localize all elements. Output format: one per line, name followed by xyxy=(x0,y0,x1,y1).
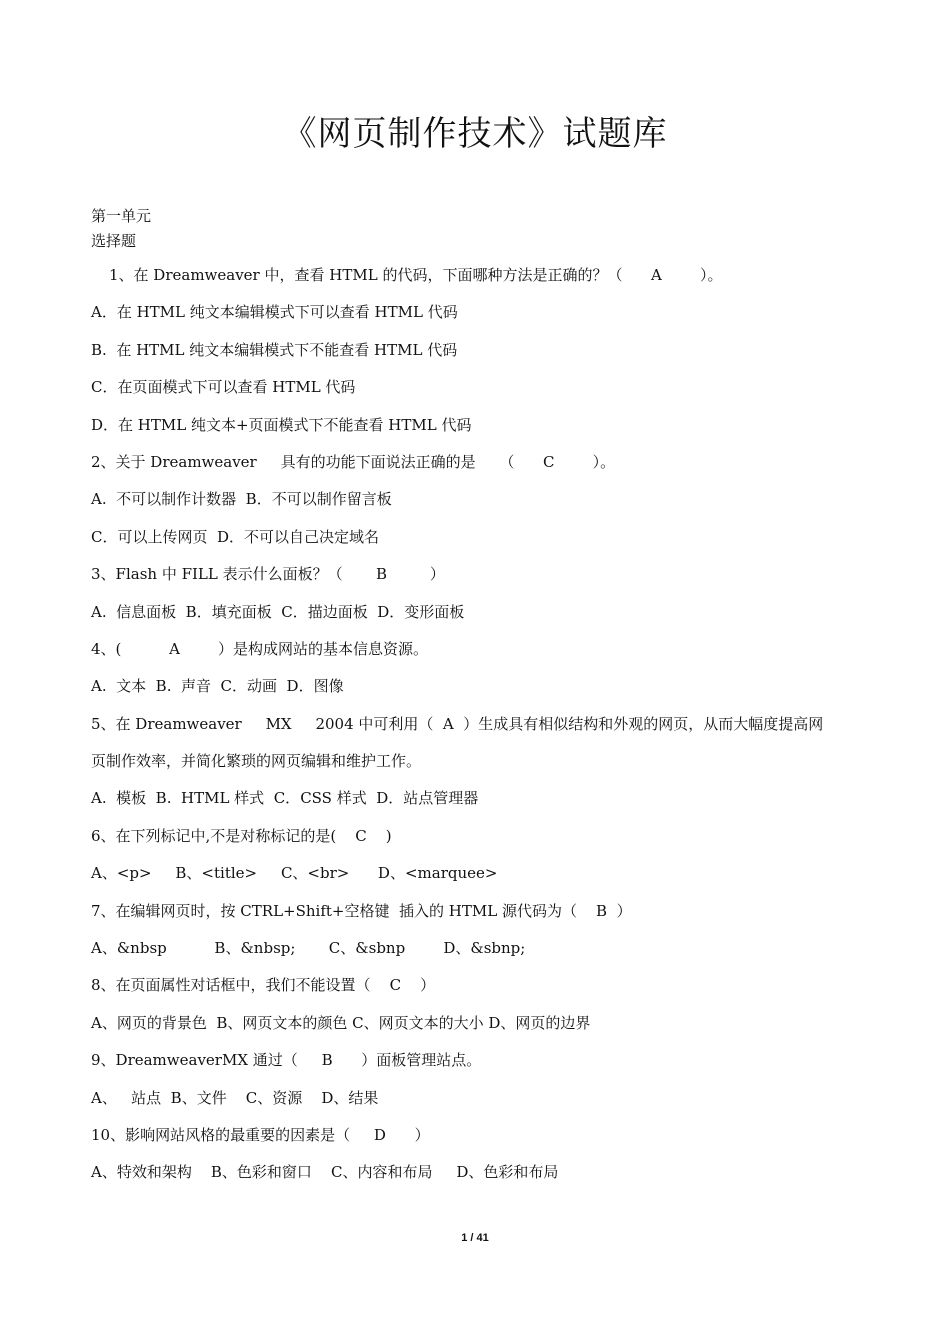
text-line: 10、影响网站风格的最重要的因素是（ D ） xyxy=(91,1125,430,1144)
text-line: A．在 HTML 纯文本编辑模式下可以查看 HTML 代码 xyxy=(91,303,458,322)
text-line: A、特效和架构 B、色彩和窗口 C、内容和布局 D、色彩和布局 xyxy=(91,1163,559,1182)
text-line: A. 文本 B. 声音 C．动画 D．图像 xyxy=(91,677,344,696)
text-line: A. 模板 B. HTML 样式 C．CSS 样式 D．站点管理器 xyxy=(91,789,479,808)
text-line: B. 在 HTML 纯文本编辑模式下不能查看 HTML 代码 xyxy=(91,340,458,359)
text-line: D．在 HTML 纯文本+页面模式下不能查看 HTML 代码 xyxy=(91,415,472,434)
text-line: A、网页的背景色 B、网页文本的颜色 C、网页文本的大小 D、网页的边界 xyxy=(91,1013,591,1032)
text-line: 1、在 Dreamweaver 中，查看 HTML 的代码，下面哪种方法是正确的？（ A ）。 xyxy=(109,266,723,284)
text-line: 4、( A ）是构成网站的基本信息资源。 xyxy=(91,639,429,658)
text-line: 5、在 Dreamweaver MX 2004 中可利用（ A ）生成具有相似结构和外观的网页，从而大幅度提高网 xyxy=(91,714,824,733)
page-number: 1 / 41 xyxy=(461,1232,489,1244)
text-line: 3、Flash 中 FILL 表示什么面板？（ B ） xyxy=(91,565,445,584)
document-title: 《网页制作技术》试题库 xyxy=(282,114,668,154)
text-line: C．在页面模式下可以查看 HTML 代码 xyxy=(91,378,356,397)
text-line: A、<p> B、<title> C、<br> D、<marquee> xyxy=(91,864,498,883)
text-line: A. 不可以制作计数器 B．不可以制作留言板 xyxy=(91,490,392,509)
text-line: 9、DreamweaverMX 通过（ B ）面板管理站点。 xyxy=(91,1051,482,1070)
unit-heading: 第一单元 xyxy=(91,207,152,225)
text-line: A. 信息面板 B．填充面板 C．描边面板 D．变形面板 xyxy=(91,602,465,621)
text-line: C．可以上传网页 D．不可以自己决定域名 xyxy=(91,527,380,546)
text-line: A、 站点 B、文件 C、资源 D、结果 xyxy=(91,1088,379,1107)
text-line: A、&nbsp B、&nbsp; C、&sbnp D、&sbnp; xyxy=(91,939,526,958)
text-line: 2、关于 Dreamweaver 具有的功能下面说法正确的是 （ C ）。 xyxy=(91,452,616,471)
question-list xyxy=(91,263,871,1198)
text-line: 6、在下列标记中,不是对称标记的是( C ) xyxy=(91,826,392,845)
section-heading: 选择题 xyxy=(91,232,137,250)
text-line: 页制作效率，并简化繁琐的网页编辑和维护工作。 xyxy=(91,752,422,771)
text-line: 7、在编辑网页时，按 CTRL+Shift+空格键 插入的 HTML 源代码为（ B ） xyxy=(91,901,632,920)
text-line: 8、在页面属性对话框中，我们不能设置（ C ） xyxy=(91,976,436,995)
